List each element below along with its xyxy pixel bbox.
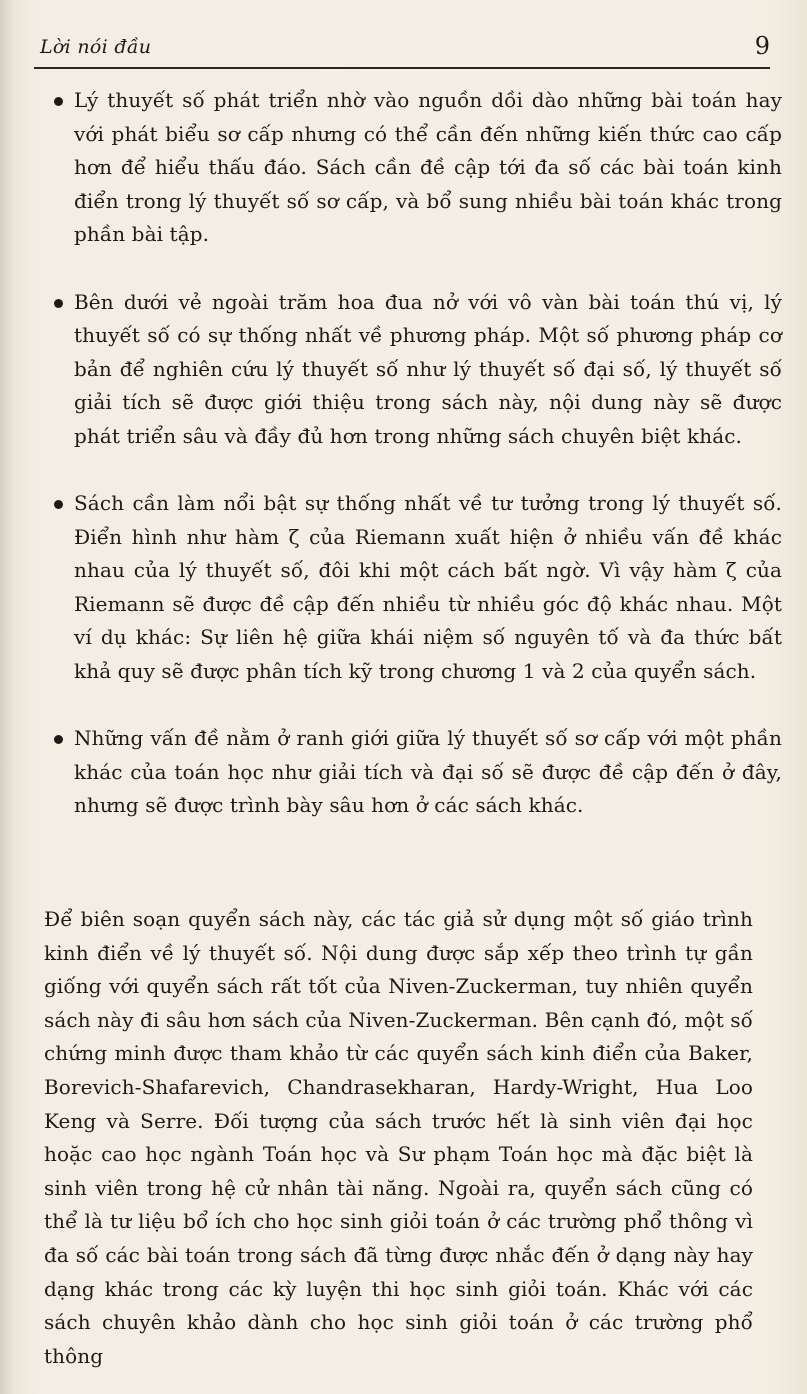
bullet-list (52, 84, 782, 823)
bullet-item (52, 286, 782, 454)
bullet-dot-icon (54, 735, 63, 744)
bullet-text: Những vấn đề nằm ở ranh giới giữa lý thuyết số sơ cấp với một phần khác của toán học như giải tích và đại số sẽ được đề cập đến ở đây, nhưng sẽ được trình bày sâu hơn ở các sách khác. (74, 726, 782, 817)
bullet-item (52, 84, 782, 252)
bullet-text: Lý thuyết số phát triển nhờ vào nguồn dồi dào những bài toán hay với phát biểu sơ cấp nhưng có thể cần đến những kiến thức cao cấp hơn để hiểu thấu đáo. Sách cần đề cập tới đa số các bài toán kinh điển trong lý thuyết số sơ cấp, và bổ sung nhiều bài toán khác trong phần bài tập. (74, 88, 782, 246)
running-header (40, 28, 770, 68)
closing-paragraph: Để biên soạn quyển sách này, các tác giả sử dụng một số giáo trình kinh điển về lý thuyết số. Nội dung được sắp xếp theo trình tự gần giống với quyển sách rất tốt của Niven-Zuckerman, tuy nhiên quyển sách này đi sâu hơn sách của Niven-Zuckerman. Bên cạnh đó, một số chứng minh được tham khảo từ các quyển sách kinh điển của Baker, Borevich-Shafarevich, Chandrasekharan, Hardy-Wright, Hua Loo Keng và Serre. Đối tượng của sách trước hết là sinh viên đại học hoặc cao học ngành Toán học và Sư phạm Toán học mà đặc biệt là sinh viên trong hệ cử nhân tài năng. Ngoài ra, quyển sách cũng có thể là tư liệu bổ ích cho học sinh giỏi toán ở các trường phổ thông vì đa số các bài toán trong sách đã từng được nhắc đến ở dạng này hay dạng khác trong các kỳ luyện thi học sinh giỏi toán. Khác với các sách chuyên khảo dành cho học sinh giỏi toán ở các trường phổ thông (44, 907, 753, 1368)
bullet-text: Bên dưới vẻ ngoài trăm hoa đua nở với vô vàn bài toán thú vị, lý thuyết số có sự thống nhất về phương pháp. Một số phương pháp cơ bản để nghiên cứu lý thuyết số như lý thuyết số đại số, lý thuyết số giải tích sẽ được giới thiệu trong sách này, nội dung này sẽ được phát triển sâu và đầy đủ hơn trong những sách chuyên biệt khác. (74, 289, 782, 448)
bullet-item (52, 487, 782, 688)
header-divider (34, 67, 770, 69)
bullet-text: Sách cần làm nổi bật sự thống nhất về tư tưởng trong lý thuyết số. Điển hình như hàm ζ của Riemann xuất hiện ở nhiều vấn đề khác nhau của lý thuyết số, đôi khi một cách bất ngờ. Vì vậy hàm ζ của Riemann sẽ được đề cập đến nhiều từ nhiều góc độ khác nhau. Một ví dụ khác: Sự liên hệ giữa khái niệm số nguyên tố và đa thức bất khả quy sẽ được phân tích kỹ trong chương 1 và 2 của quyển sách. (74, 491, 782, 683)
bullet-dot-icon (54, 97, 63, 106)
page-number: 9 (754, 32, 770, 60)
bullet-dot-icon (54, 500, 63, 509)
bullet-item (52, 722, 782, 823)
chapter-title: Lời nói đầu (40, 36, 152, 58)
bullet-dot-icon (54, 299, 63, 308)
page-edge-shadow (0, 0, 14, 1394)
